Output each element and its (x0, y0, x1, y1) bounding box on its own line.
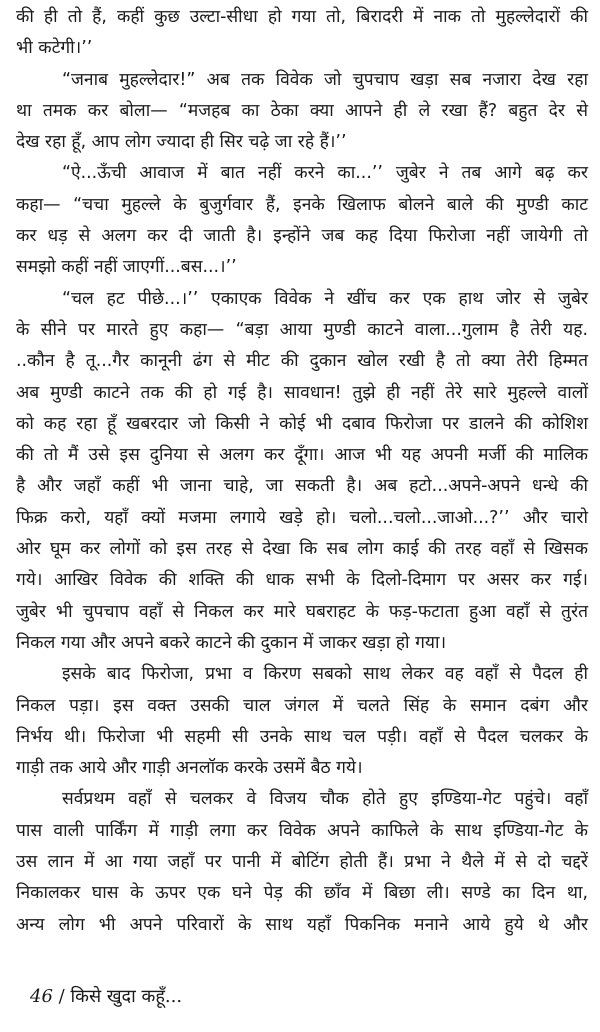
body-text (16, 2, 588, 941)
text-line: निकल गया और अपने बकरे काटने की दुकान में जाकर खड़ा हो गया। (16, 632, 447, 653)
text-line: फिक्र करो, यहाँ क्यों मजमा लगाये खड़े हो। चलो...चलो...जाओ...?’’ और चारो (16, 507, 588, 528)
text-line: पास वाली पार्किंग में गाड़ी लगा कर विवेक अपने काफिले के साथ इण्डिया-गेट के (16, 820, 588, 841)
text-line: कहा— “चचा मुहल्ले के बुजुर्गवार हैं, इनके खिलाफ बोलने बाले की मुण्डी काट (16, 194, 588, 215)
text-line: की तो मैं उसे इस दुनिया से अलग कर दूँगा। आज भी यह अपनी मर्जी की मालिक (16, 445, 588, 466)
text-line: समझो कहीं नहीं जाएगीं...बस...।’’ (16, 257, 237, 278)
text-line: निर्भय थी। फिरोजा भी सहमी सी उनके साथ चल पड़ी। वहाँ से पैदल चलकर के (16, 726, 588, 747)
text-line: जुबेर भी चुपचाप वहाँ से निकल कर मारे घबराहट के फड़-फटाता हुआ वहाँ से तुरंत (16, 601, 588, 622)
text-line: गये। आखिर विवेक की शक्ति की धाक सभी के दिलो-दिमाग पर असर कर गई। (16, 570, 588, 591)
text-line: उस लान में आ गया जहाँ पर पानी में बोटिंग होती हैं। प्रभा ने थैले में से दो चद्दरें (16, 852, 588, 873)
text-line: था तमक कर बोला— “मजहब का ठेका क्या आपने ही ले रखा हैं? बहुत देर से (16, 100, 588, 121)
footer-separator: / (58, 986, 65, 1007)
text-line: को कह रहा हूँ खबरदार जो किसी ने कोई भी दबाव फिरोजा पर डालने की कोशिश (16, 413, 588, 434)
book-title: किसे खुदा कहूँ... (70, 986, 183, 1007)
text-line: इसके बाद फिरोजा, प्रभा व किरण सबको साथ लेकर वह वहाँ से पैदल ही (62, 664, 588, 685)
text-line: निकल पड़ा। इस वक्त उसकी चाल जंगल में चलते सिंह के समान दबंग और (16, 695, 588, 716)
text-line: ओर घूम कर लोगों को इस तरह से देखा कि सब लोग काई की तरह वहाँ से खिसक (16, 539, 588, 560)
text-line: “चल हट पीछे...।’’ एकाएक विवेक ने खींच कर एक हाथ जोर से जुबेर (62, 288, 588, 309)
text-line: देख रहा हूँ, आप लोग ज्यादा ही सिर चढ़े जा रहे हैं।’’ (16, 132, 347, 153)
page-number: 46 (30, 986, 53, 1007)
text-line: गाड़ी तक आये और गाड़ी अनलॉक करके उसमें बैठ गये। (16, 758, 363, 779)
text-line: “जनाब मुहल्लेदार!” अब तक विवेक जो चुपचाप खड़ा सब नजारा देख रहा (62, 69, 588, 90)
text-line: “ऐ...ऊँची आवाज में बात नहीं करने का...’’ जुबेर ने तब आगे बढ़ कर (62, 163, 588, 184)
text-line: ..कौन है तू...गैर कानूनी ढंग से मीट की दुकान खोल रखी है तो क्या तेरी हिम्मत (16, 351, 588, 372)
text-line: सर्वप्रथम वहाँ से चलकर वे विजय चौक होते हुए इण्डिया-गेट पहुंचे। वहाँ (62, 789, 588, 810)
text-line: भी कटेगी।’’ (16, 38, 93, 59)
text-line: कर धड़ से अलग कर दी जाती है। इन्होंने जब कह दिया फिरोजा नहीं जायेगी तो (16, 226, 588, 247)
text-line: अब मुण्डी काटने तक की हो गई है। सावधान! तुझे ही नहीं तेरे सारे मुहल्ले वालों (16, 382, 588, 403)
text-line: की ही तो हैं, कहीं कुछ उल्टा-सीधा हो गया तो, बिरादरी में नाक तो मुहल्लेदारों की (16, 7, 588, 27)
page-footer (30, 984, 182, 1008)
text-line: निकालकर घास के ऊपर एक घने पेड़ की छाँव में बिछा ली। सण्डे का दिन था, (16, 883, 588, 904)
text-line: है और जहाँ कहीं भी जाना चाहे, जा सकती है। अब हटो...अपने-अपने धन्धे की (16, 476, 588, 497)
text-line: के सीने पर मारते हुए कहा— “बड़ा आया मुण्डी काटने वाला...गुलाम है तेरी यह. (16, 319, 588, 340)
text-line: अन्य लोग भी अपने परिवारों के साथ यहाँ पिकनिक मनाने आये हुये थे और (16, 914, 588, 935)
